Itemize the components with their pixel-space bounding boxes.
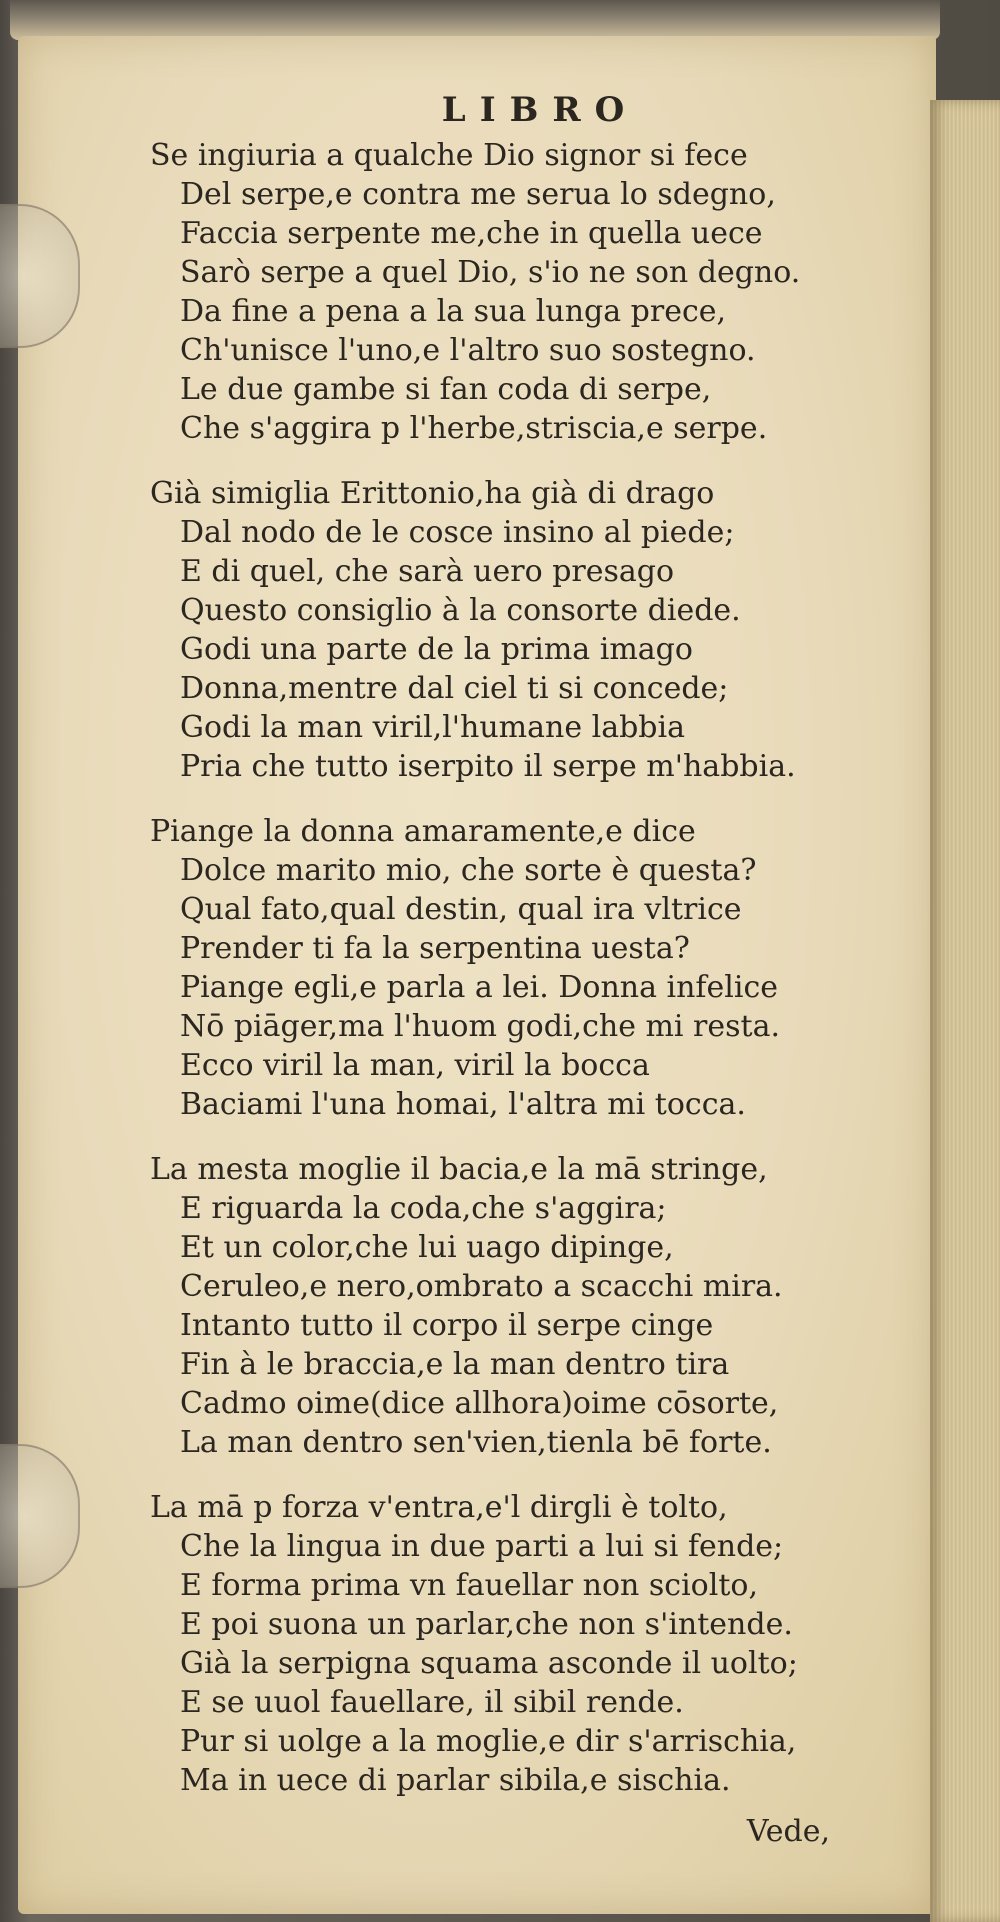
verse-line: Nō piāger,ma l'huom godi,che mi resta. [180,1009,781,1044]
stanza-3 [150,812,850,1124]
verse-line: Faccia serpente me,che in quella uece [180,216,763,251]
verse-line: Ecco viril la man, viril la bocca [180,1048,650,1083]
verse-line: E forma prima vn fauellar non sciolto, [180,1568,758,1603]
verse-line: La mesta moglie il bacia,e la mā stringe, [150,1152,768,1187]
verse-line: Ch'unisce l'uno,e l'altro suo sostegno. [180,333,756,368]
verse-line: Dolce marito mio, che sorte è questa? [180,853,757,888]
verse-line: Del serpe,e contra me serua lo sdegno, [180,177,776,212]
facing-page-edge [930,100,1000,1922]
verse-line: Piange la donna amaramente,e dice [150,814,696,849]
verse-line: Cadmo oime(dice allhora)oime cōsorte, [180,1386,779,1421]
verse-line: Et un color,che lui uago dipinge, [180,1230,674,1265]
verse-line: E poi suona un parlar,che non s'intende. [180,1607,793,1642]
verse-line: Ceruleo,e nero,ombrato a scacchi mira. [180,1269,783,1304]
stanza-5 [150,1488,850,1800]
verse-line: Baciami l'una homai, l'altra mi tocca. [180,1087,746,1122]
verse-line: Già simiglia Erittonio,ha già di drago [150,476,715,511]
verse-line: Godi una parte de la prima imago [180,632,693,667]
stanza-4 [150,1150,850,1462]
verse-line: Se ingiuria a qualche Dio signor si fece [150,138,748,173]
verse-line: Fin à le braccia,e la man dentro tira [180,1347,730,1382]
verse-line: Donna,mentre dal ciel ti si concede; [180,671,729,706]
verse-line: Dal nodo de le cosce insino al piede; [180,515,735,550]
catchword: Vede, [746,1814,830,1849]
verse-line: Questo consiglio à la consorte diede. [180,593,741,628]
verse-line: Le due gambe si fan coda di serpe, [180,372,712,407]
verse-line: Che s'aggira p l'herbe,striscia,e serpe. [180,411,768,446]
verse-line: Pria che tutto iserpito il serpe m'habbia. [180,749,796,784]
verse-line: E riguarda la coda,che s'aggira; [180,1191,667,1226]
verse-line: Pur si uolge a la moglie,e dir s'arrischia, [180,1724,797,1759]
verse-line: Piange egli,e parla a lei. Donna infelice [180,970,779,1005]
verse-line: La man dentro sen'vien,tienla bē forte. [180,1425,772,1460]
verse-line: Ma in uece di parlar sibila,e sischia. [180,1763,731,1798]
verse-line: La mā p forza v'entra,e'l dirgli è tolto, [150,1490,728,1525]
verse-line: Già la serpigna squama asconde il uolto; [180,1646,798,1681]
verse-line: Che la lingua in due parti a lui si fende; [180,1529,784,1564]
verse-line: Intanto tutto il corpo il serpe cinge [180,1308,714,1343]
stanza-1 [150,136,850,448]
page-top-edge [10,0,940,40]
verse-line: E se uuol fauellare, il sibil rende. [180,1685,684,1720]
verse-line: Sarò serpe a quel Dio, s'io ne son degno. [180,255,801,290]
running-head: LIBRO [441,90,639,130]
verse-line: E di quel, che sarà uero presago [180,554,675,589]
page-text [150,90,850,1851]
verse-line: Godi la man viril,l'humane labbia [180,710,685,745]
verse-line: Da fine a pena a la sua lunga prece, [180,294,727,329]
verse-line: Qual fato,qual destin, qual ira vltrice [180,892,742,927]
verse-line: Prender ti fa la serpentina uesta? [180,931,690,966]
stanza-2 [150,474,850,786]
